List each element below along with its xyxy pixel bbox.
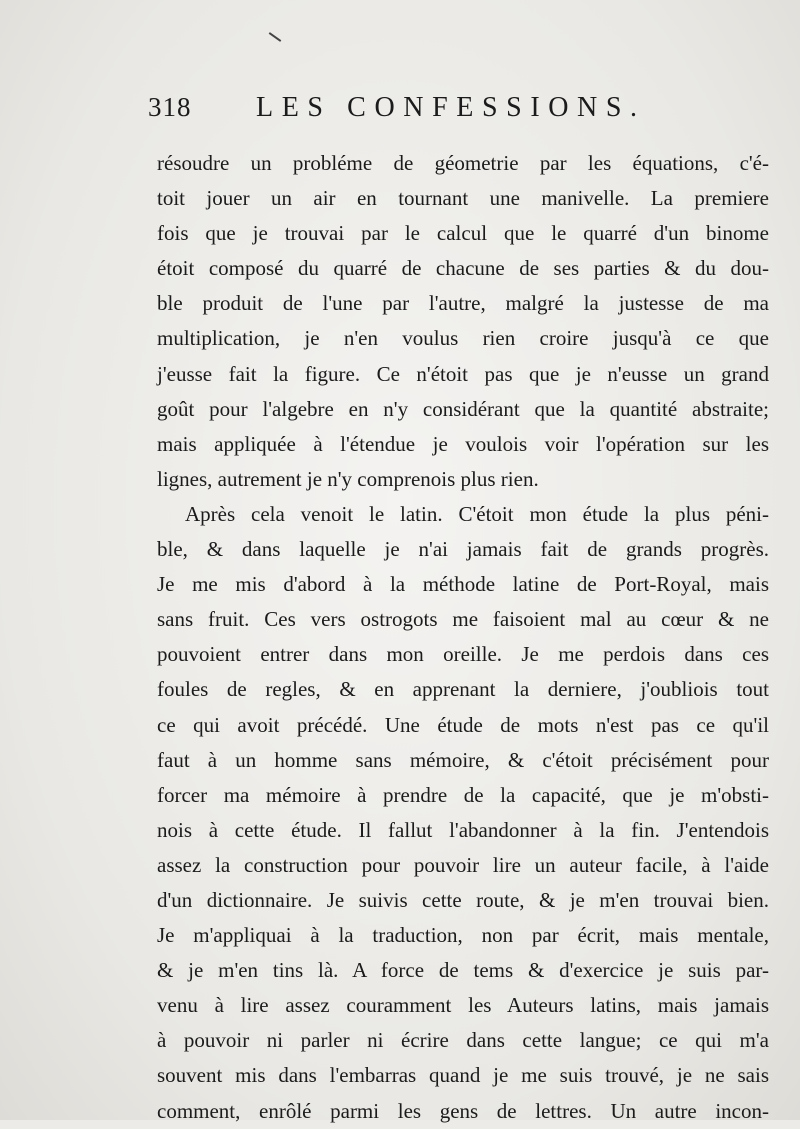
text-line: multiplication, je n'en voulus rien croire jusqu'à ce que	[157, 326, 769, 351]
text-line: faut à un homme sans mémoire, & c'étoit précisément pour	[157, 747, 769, 772]
page-number: 318	[148, 92, 192, 122]
text-line: nois à cette étude. Il fallut l'abandonner à la fin. J'entendois	[157, 817, 769, 842]
text-line: fois que je trouvai par le calcul que le quarré d'un binome	[157, 221, 769, 246]
text-line: goût pour l'algebre en n'y considérant que la quantité abstraite;	[157, 396, 769, 421]
text-line: Je m'appliquai à la traduction, non par écrit, mais mentale,	[157, 923, 769, 948]
text-line: à pouvoir ni parler ni écrire dans cette langue; ce qui m'a	[157, 1028, 769, 1053]
text-line: résoudre un probléme de géometrie par les équations, c'é-	[157, 151, 769, 175]
text-line: étoit composé du quarré de chacune de ses parties & du dou-	[157, 256, 769, 281]
running-title: LES CONFESSIONS.	[256, 92, 646, 123]
text-line: sans fruit. Ces vers ostrogots me faisoient mal au cœur & ne	[157, 607, 769, 632]
text-line: Je me mis d'abord à la méthode latine de Port-Royal, mais	[157, 572, 769, 597]
text-line: souvent mis dans l'embarras quand je me suis trouvé, je ne sais	[157, 1063, 769, 1088]
text-line: ce qui avoit précédé. Une étude de mots n'est pas ce qu'il	[157, 712, 769, 737]
text-line: forcer ma mémoire à prendre de la capacité, que je m'obsti-	[157, 782, 769, 807]
ink-mark	[269, 32, 282, 42]
text-line: j'eusse fait la figure. Ce n'étoit pas que je n'eusse un grand	[157, 361, 769, 386]
text-line: lignes, autrement je n'y comprenois plus rien.	[157, 466, 539, 491]
page-header	[148, 92, 768, 132]
text-line: mais appliquée à l'étendue je voulois voir l'opération sur les	[157, 431, 769, 456]
text-line: ble, & dans laquelle je n'ai jamais fait de grands progrès.	[157, 537, 769, 562]
text-line: comment, enrôlé parmi les gens de lettres. Un autre incon-	[157, 1098, 769, 1123]
text-line: d'un dictionnaire. Je suivis cette route, & je m'en trouvai bien.	[157, 887, 769, 912]
body-text	[157, 146, 769, 1129]
text-line: toit jouer un air en tournant une manivelle. La premiere	[157, 186, 769, 211]
text-line: ble produit de l'une par l'autre, malgré la justesse de ma	[157, 291, 769, 316]
text-line: assez la construction pour pouvoir lire un auteur facile, à l'aide	[157, 852, 769, 877]
text-line: venu à lire assez couramment les Auteurs latins, mais jamais	[157, 993, 769, 1018]
text-line: pouvoient entrer dans mon oreille. Je me perdois dans ces	[157, 642, 769, 667]
text-line: foules de regles, & en apprenant la derniere, j'oubliois tout	[157, 677, 769, 702]
text-line: & je m'en tins là. A force de tems & d'exercice je suis par-	[157, 958, 769, 983]
paragraph-start-line: Après cela venoit le latin. C'étoit mon étude la plus péni-	[185, 501, 769, 526]
